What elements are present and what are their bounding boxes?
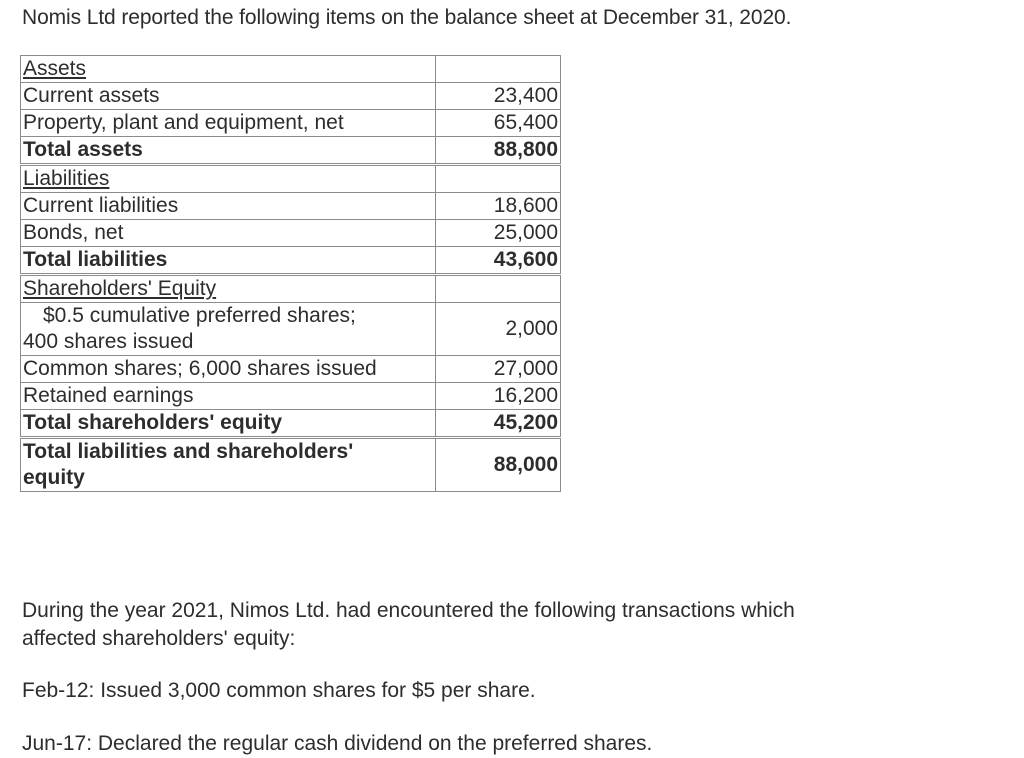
current-liabilities-label: Current liabilities: [21, 193, 436, 220]
total-equity-label: Total shareholders' equity: [21, 410, 436, 438]
table-row: [21, 137, 561, 165]
ppe-label: Property, plant and equipment, net: [21, 110, 436, 137]
bonds-label: Bonds, net: [21, 220, 436, 247]
table-row: [21, 356, 561, 383]
transactions-intro-line2: affected shareholders' equity:: [22, 627, 296, 650]
transactions-intro: [22, 597, 795, 653]
common-label: Common shares; 6,000 shares issued: [21, 356, 436, 383]
preferred-label: [21, 303, 436, 356]
table-row: [21, 383, 561, 410]
table-row: [21, 303, 561, 356]
current-assets-value: 23,400: [436, 83, 561, 110]
page-heading: Nomis Ltd reported the following items on the balance sheet at December 31, 2020.: [22, 6, 792, 29]
bonds-value: 25,000: [436, 220, 561, 247]
table-row: [21, 83, 561, 110]
table-row: [21, 193, 561, 220]
balance-sheet-table: [20, 55, 561, 492]
retained-value: 16,200: [436, 383, 561, 410]
total-liabilities-label: Total liabilities: [21, 247, 436, 275]
table-row: [21, 110, 561, 137]
liabilities-header: Liabilities: [21, 165, 436, 193]
table-row: [21, 275, 561, 303]
total-le-label: [21, 438, 436, 492]
total-assets-label: Total assets: [21, 137, 436, 165]
preferred-value: 2,000: [436, 303, 561, 356]
retained-label: Retained earnings: [21, 383, 436, 410]
table-row: [21, 410, 561, 438]
equity-header: Shareholders' Equity: [21, 275, 436, 303]
table-row: [21, 165, 561, 193]
preferred-label-line1: $0.5 cumulative preferred shares;: [43, 304, 356, 327]
assets-header: Assets: [21, 56, 436, 83]
table-row: [21, 247, 561, 275]
total-assets-value: 88,800: [436, 137, 561, 165]
total-le-value: 88,000: [436, 438, 561, 492]
transaction-jun17: Jun-17: Declared the regular cash dividend on the preferred shares.: [22, 732, 653, 755]
common-value: 27,000: [436, 356, 561, 383]
table-row: [21, 220, 561, 247]
total-equity-value: 45,200: [436, 410, 561, 438]
total-le-label-line1: Total liabilities and shareholders': [23, 440, 354, 463]
current-assets-label: Current assets: [21, 83, 436, 110]
current-liabilities-value: 18,600: [436, 193, 561, 220]
ppe-value: 65,400: [436, 110, 561, 137]
preferred-label-line2: 400 shares issued: [23, 330, 194, 353]
transaction-feb12: Feb-12: Issued 3,000 common shares for $5 per share.: [22, 679, 536, 702]
total-liabilities-value: 43,600: [436, 247, 561, 275]
table-row: [21, 438, 561, 492]
transactions-intro-line1: During the year 2021, Nimos Ltd. had encountered the following transactions which: [22, 599, 795, 622]
total-le-label-line2: equity: [23, 466, 85, 489]
table-row: [21, 56, 561, 83]
